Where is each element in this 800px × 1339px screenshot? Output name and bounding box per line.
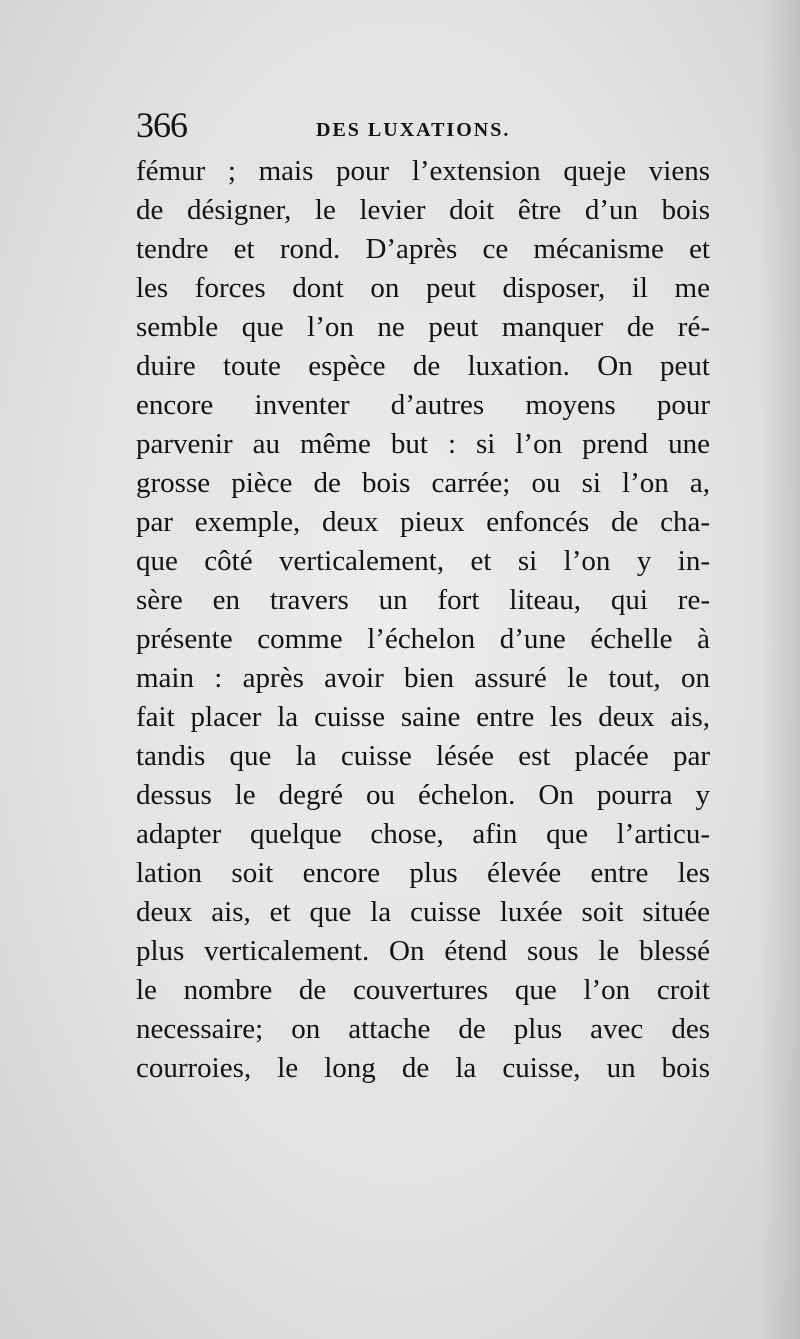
text-line: encore inventer d’autres moyens pour (136, 389, 710, 421)
text-line: fémur ; mais pour l’extension queje viens (136, 155, 710, 187)
text-line: parvenir au même but : si l’on prend une (136, 428, 710, 460)
text-line: sère en travers un fort liteau, qui re- (136, 584, 710, 616)
text-line: tendre et rond. D’après ce mécanisme et (136, 233, 710, 265)
running-head: DES LUXATIONS. (316, 119, 511, 141)
text-line: dessus le degré ou échelon. On pourra y (136, 779, 710, 811)
text-line: necessaire; on attache de plus avec des (136, 1013, 710, 1045)
text-line: présente comme l’échelon d’une échelle à (136, 623, 710, 655)
text-line: lation soit encore plus élevée entre les (136, 857, 710, 889)
page-edge-shadow (760, 0, 800, 1339)
text-line: les forces dont on peut disposer, il me (136, 272, 710, 304)
text-line: plus verticalement. On étend sous le blessé (136, 935, 710, 967)
text-line: semble que l’on ne peut manquer de ré- (136, 311, 710, 343)
body-text (136, 152, 710, 1088)
text-line: courroies, le long de la cuisse, un bois (136, 1052, 710, 1084)
text-line: fait placer la cuisse saine entre les deux ais, (136, 701, 710, 733)
text-line: tandis que la cuisse lésée est placée par (136, 740, 710, 772)
text-line: main : après avoir bien assuré le tout, on (136, 662, 710, 694)
text-line: par exemple, deux pieux enfoncés de cha- (136, 506, 710, 538)
text-line: deux ais, et que la cuisse luxée soit située (136, 896, 710, 928)
text-line: de désigner, le levier doit être d’un bois (136, 194, 710, 226)
text-line: duire toute espèce de luxation. On peut (136, 350, 710, 382)
text-line: grosse pièce de bois carrée; ou si l’on a, (136, 467, 710, 499)
text-line: adapter quelque chose, afin que l’articu- (136, 818, 710, 850)
text-line: le nombre de couvertures que l’on croit (136, 974, 710, 1006)
page-number: 366 (136, 105, 187, 145)
text-line: que côté verticalement, et si l’on y in- (136, 545, 710, 577)
